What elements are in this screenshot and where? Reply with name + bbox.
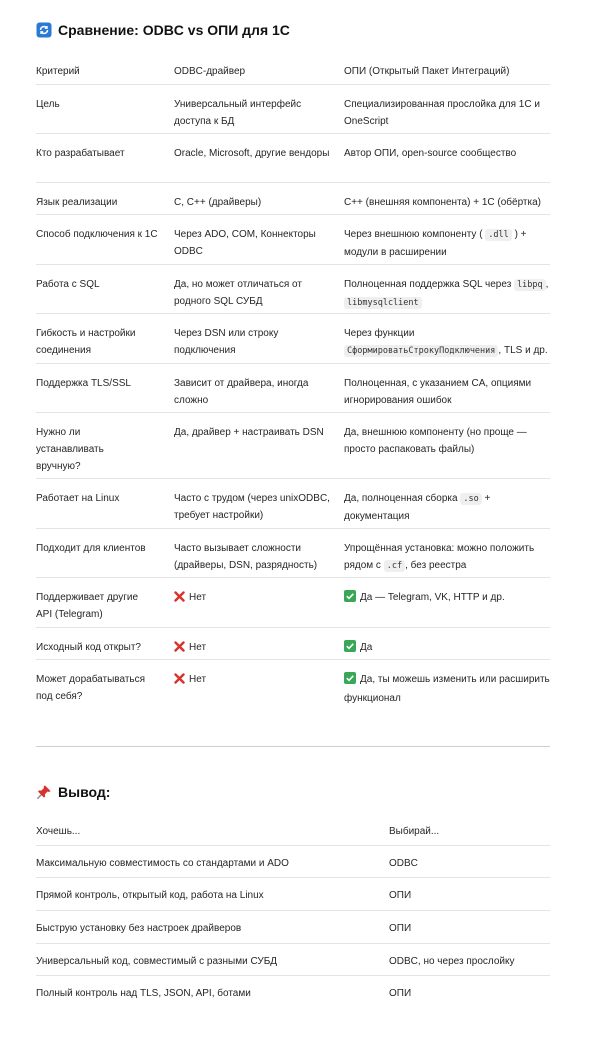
odbc-text: Нет [189,674,207,685]
odbc-cell: C, C++ (драйверы) [174,197,262,208]
cross-icon [174,591,185,608]
odbc-cell [174,639,334,658]
header-opi: ОПИ (Открытый Пакет Интеграций) [344,66,510,77]
opi-cell [344,490,550,525]
opi-cell [344,540,550,575]
criterion-cell: Кто разрабатывает [36,148,125,159]
conclusion-title: Вывод: [58,784,111,800]
opi-text: Через внешнюю компоненту ( [344,229,483,240]
opi-cell: Да, внешнюю компоненту (но проще — просто распаковать файлы) [344,427,527,455]
opi-text: , [545,279,549,290]
odbc-cell: Часто вызывает сложности (драйверы, DSN, разрядность) [174,543,318,571]
pushpin-icon [36,784,52,800]
check-icon [344,590,356,608]
table-row [36,215,550,265]
opi-cell [344,325,550,360]
opi-text: , TLS и др. [498,345,548,356]
opi-text: ) + модули в расширении [344,229,527,258]
opi-text: Через функции [344,328,415,339]
table-row [36,134,550,183]
criterion-cell: Гибкость и настройки соединения [36,328,136,356]
opi-text: Упрощённая установка: можно положить рядом с [344,543,535,571]
header-odbc: ODBC-драйвер [174,66,246,77]
table-row [36,479,550,529]
opi-cell [344,671,550,707]
odbc-cell [174,589,334,608]
table-row [36,628,550,660]
table-row [36,944,550,976]
table-header-row [36,52,550,85]
opi-text: Да — Telegram, VK, HTTP и др. [360,592,505,603]
criterion-cell: Работает на Linux [36,493,120,504]
opi-cell: Специализированная прослойка для 1С и OneScript [344,99,540,127]
odbc-cell: Oracle, Microsoft, другие вендоры [174,148,330,159]
refresh-icon [36,22,52,38]
header-choose: Выбирай... [389,826,440,837]
odbc-cell: Универсальный интерфейс доступа к БД [174,99,302,127]
inline-code: libpq [514,279,546,291]
odbc-cell: Через DSN или строку подключения [174,328,279,356]
want-cell: Быструю установку без настроек драйверов [36,923,242,934]
criterion-cell: Цель [36,99,60,110]
criterion-cell: Способ подключения к 1С [36,229,158,240]
table-row [36,85,550,134]
opi-text: , без реестра [405,560,467,571]
opi-cell [344,226,550,261]
inline-code: .cf [384,560,405,572]
header-want: Хочешь... [36,826,81,837]
odbc-cell [174,671,334,690]
odbc-cell: Да, драйвер + настраивать DSN [174,427,324,438]
table-row [36,976,550,1008]
opi-cell [344,639,550,658]
opi-text: Да, ты можешь изменить или расширить функционал [344,674,550,704]
odbc-text: Нет [189,642,207,653]
opi-text: Полноценная поддержка SQL через [344,279,512,290]
choose-cell: ОПИ [389,923,412,934]
table-row [36,314,550,364]
conclusion-table [36,814,550,1008]
odbc-cell: Да, но может отличаться от родного SQL СУБД [174,279,302,307]
inline-code: libmysqlclient [344,297,422,309]
inline-code: .so [460,493,481,505]
opi-cell: Полноценная, с указанием CA, опциями игнорирования ошибок [344,378,532,406]
choose-cell: ОПИ [389,890,412,901]
table-row [36,660,550,708]
opi-text: + документация [344,493,491,522]
opi-cell: C++ (внешняя компонента) + 1С (обёртка) [344,197,541,208]
choose-cell: ODBC [389,858,418,869]
criterion-cell: Может дорабатываться под себя? [36,674,146,702]
table-row [36,413,550,479]
want-cell: Прямой контроль, открытый код, работа на Linux [36,890,264,901]
odbc-cell: Часто с трудом (через unixODBC, требует настройки) [174,493,330,521]
choose-cell: ODBC, но через прослойку [389,956,515,967]
criterion-cell: Язык реализации [36,197,118,208]
criterion-cell: Исходный код открыт? [36,642,141,653]
odbc-cell: Зависит от драйвера, иногда сложно [174,378,309,406]
table-row [36,878,550,911]
criterion-cell: Поддержка TLS/SSL [36,378,131,389]
table-row [36,265,550,314]
odbc-cell: Через ADO, COM, Коннекторы ODBC [174,229,316,257]
criterion-cell: Работа с SQL [36,279,100,290]
table-header-row [36,814,550,846]
cross-icon [174,641,185,658]
table-row [36,364,550,413]
want-cell: Полный контроль над TLS, JSON, API, ботами [36,988,251,999]
header-criterion: Критерий [36,66,80,77]
odbc-text: Нет [189,592,207,603]
choose-cell: ОПИ [389,988,412,999]
cross-icon [174,673,185,690]
inline-code: .dll [485,229,511,241]
table-row [36,529,550,578]
table-row [36,911,550,944]
section-divider [36,746,550,747]
opi-cell [344,276,550,312]
opi-text: Да, полноценная сборка [344,493,458,504]
comparison-title: Сравнение: ODBC vs ОПИ для 1С [58,22,290,38]
want-cell: Максимальную совместимость со стандартами и ADO [36,858,289,869]
comparison-table [36,52,550,708]
table-row [36,183,550,215]
criterion-cell: Нужно ли устанавливать вручную? [36,427,104,472]
want-cell: Универсальный код, совместимый с разными СУБД [36,956,278,967]
check-icon [344,672,356,690]
inline-code: СформироватьСтрокуПодключения [344,345,498,357]
opi-text: Да [360,642,373,653]
criterion-cell: Подходит для клиентов [36,543,146,554]
check-icon [344,640,356,658]
criterion-cell: Поддерживает другие API (Telegram) [36,592,139,620]
opi-cell: Автор ОПИ, open-source сообщество [344,148,517,159]
table-row [36,846,550,878]
conclusion-heading [36,784,110,800]
comparison-heading [36,22,290,38]
table-row [36,578,550,628]
opi-cell [344,589,550,608]
